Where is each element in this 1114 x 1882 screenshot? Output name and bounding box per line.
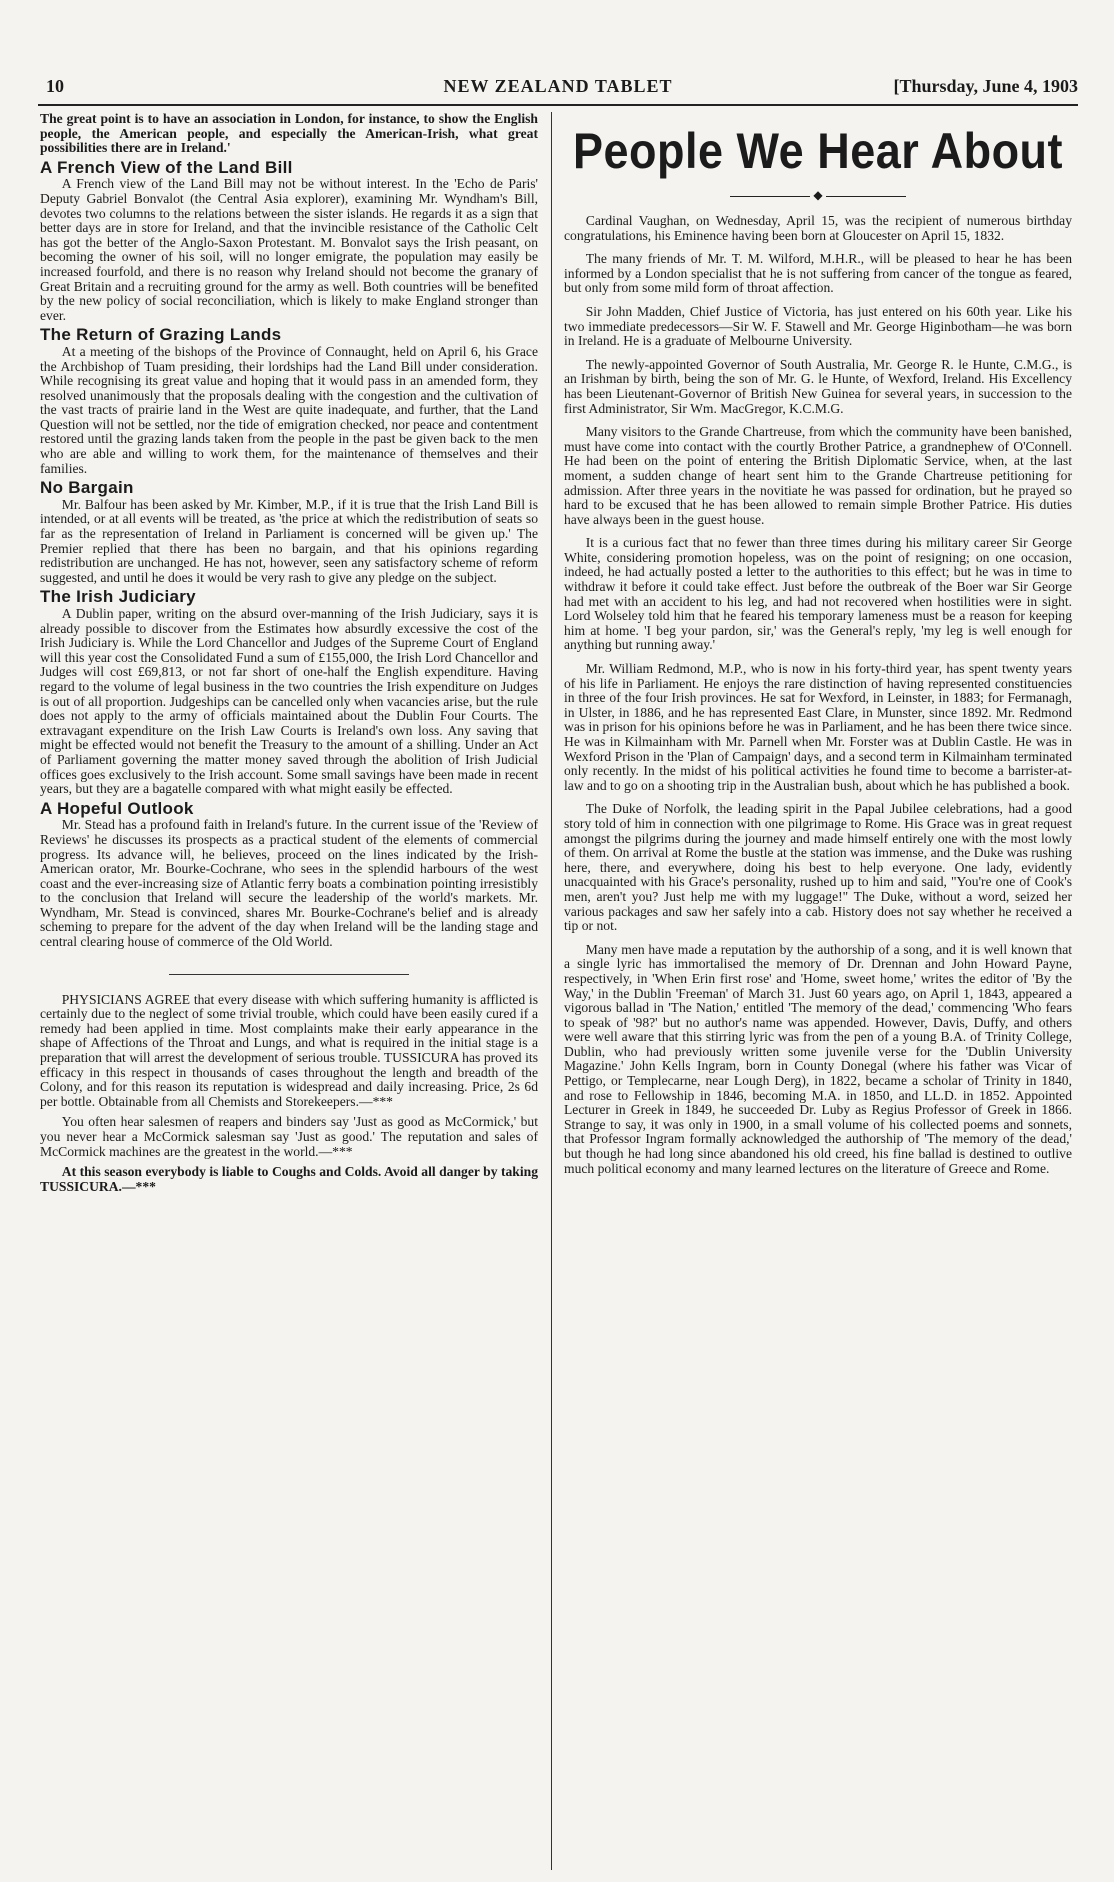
item-george-white: It is a curious fact that no fewer than three times during his military career Sir George White, considering promotion hopeless, was on the point of resigning; on one occasion, indeed, he had actually posted a letter to the authorities to this effect; but he was in time to withdraw it before it could take effect. Just before the outbreak of the Boer war Sir George had met with an accident to his leg, and had not recovered when hostilities were in sight. Lord Wolseley told him that he feared his temporary lameness must be a reason for keeping him at home. 'I beg your pardon, sir,' was the General's reply, 'my leg is well enough for anything but running away.' — [564, 535, 1072, 653]
article-paragraph: Mr. Stead has a profound faith in Ireland's future. In the current issue of the 'Review of Reviews' he discusses its prospects as a practical student of the elements of commercial progress. Its advance will, he believes, proceed on the lines indicated by the Irish-American orator, Mr. Bourke-Cochrane, who sees in the splendid harbours of the west coast and the ever-increasing size of Atlantic ferry boats a combination pointing irresistibly to the conclusion that Ireland will secure the leadership of the world's markets. Mr. Wyndham, Mr. Stead is convinced, shares Mr. Bourke-Cochrane's belief and is already scheming to prepare for the advent of the day when Ireland will be the landing stage and central clearing house of commerce of the Old World. — [40, 817, 538, 950]
article-no-bargain — [40, 478, 538, 585]
issue-date: [Thursday, June 4, 1903 — [893, 76, 1078, 96]
ad-coughs: At this season everybody is liable to Coughs and Colds. Avoid all danger by taking TUSSICURA.—*** — [40, 1164, 538, 1194]
title-ornament — [564, 190, 1072, 200]
article-heading: The Return of Grazing Lands — [40, 325, 282, 345]
item-madden: Sir John Madden, Chief Justice of Victoria, has just entered on his 60th year. Like his two immediate predecessors—Sir W. F. Stawell and Mr. George Higinbotham—he was born in Ireland. He is a graduate of Melbourne University. — [564, 303, 1072, 349]
right-column — [564, 112, 1072, 1872]
section-divider — [169, 974, 409, 975]
advertisements — [40, 993, 538, 1195]
article-french-view — [40, 157, 538, 324]
ornament-line-left — [730, 196, 810, 197]
article-grazing-lands — [40, 325, 538, 476]
article-paragraph: A French view of the Land Bill may not be without interest. In the 'Echo de Paris' Deputy Gabriel Bonvalot (the Central Asia explorer), examining Mr. Wyndham's Bill, devotes two columns to the relations between the sister islands. He regards it as a sign that better days are in store for Ireland, and that the invincible resistance of the Catholic Celt has got the better of the Anglo-Saxon Protestant. M. Bonvalot says the Irish peasant, on becoming the owner of his soil, will no longer emigrate, the population may easily be increased fourfold, and there is no reason why Ireland should not become the granary of Great Britain and a recruiting ground for the army as well. Both countries will be benefited by the new policy of social reconciliation, which is likely to make England stronger than ever. — [40, 176, 538, 323]
article-heading: The Irish Judiciary — [40, 587, 196, 607]
article-irish-judiciary — [40, 587, 538, 797]
publication-title: NEW ZEALAND TABLET — [443, 76, 673, 96]
intro-paragraph: The great point is to have an association in London, for instance, to show the English people, the American people, and especially the American-Irish, what great possibilities there are in Ireland.' — [40, 112, 538, 156]
item-wilford: The many friends of Mr. T. M. Wilford, M.H.R., will be pleased to hear he has been informed by a London specialist that he is not suffering from cancer of the tongue as feared, but only from some mild form of throat affection. — [564, 251, 1072, 296]
article-paragraph: A Dublin paper, writing on the absurd over-manning of the Irish Judiciary, says it is already possible to discover from the Estimates how absurdly excessive the cost of the Irish Judiciary is. While the Lord Chancellor and Judges of the Supreme Court of England will this year cost the Consolidated Fund a sum of £155,000, the Irish Lord Chancellor and Judges will cost £69,813, or not far short of one-half the English expenditure. Having regard to the volume of legal business in the two countries the Irish expenditure on Judges is out of all proportion. Judgeships can be cancelled only when vacancies arise, but the rule does not apply to the army of officials maintained about the Dublin Four Courts. The extravagant expenditure on the Irish Law Courts is Ireland's own loss. Any saving that might be effected would not benefit the Treasury to the amount of a shilling. Under an Act of Parliament governing the matter money saved through the abolition of Irish Judicial offices goes exclusively to the Irish account. Some small savings have been made in recent years, but they are a bagatelle compared with what might easily be effected. — [40, 606, 538, 797]
ad-mccormick: You often hear salesmen of reapers and binders say 'Just as good as McCormick,' but you never hear a McCormick salesman say 'Just as good.' The reputation and sales of McCormick machines are the greatest in the world.—*** — [40, 1114, 538, 1159]
ad-tussicura: PHYSICIANS AGREE that every disease with which suffering humanity is afflicted is certainly due to the neglect of some trivial trouble, which could have been easily cured if a remedy had been applied in time. Most complaints make their early appearance in the shape of Affections of the Throat and Lungs, and what is required in the initial stage is a preparation that will arrest the development of serious trouble. TUSSICURA has proved its efficacy in this respect in thousands of cases throughout the length and breadth of the Colony, and for this reason its reputation is widespread and daily increasing. Price, 2s 6d per bottle. Obtainable from all Chemists and Storekeepers.—*** — [40, 991, 538, 1109]
ornament-line-right — [826, 196, 906, 197]
article-hopeful-outlook — [40, 798, 538, 950]
column-divider — [551, 112, 552, 1870]
item-cardinal-vaughan: Cardinal Vaughan, on Wednesday, April 15, was the recipient of numerous birthday congratulations, his Eminence having been born at Gloucester on April 15, 1832. — [564, 213, 1072, 243]
article-paragraph: Mr. Balfour has been asked by Mr. Kimber, M.P., if it is true that the Irish Land Bill is intended, or at all events will be treated, as 'the price at which the redistribution of seats so far as the representation of Ireland in Parliament is concerned will be given up.' The Premier replied that there has been no bargain, and that his opinions regarding redistribution are unchanged. He has not, however, seen any satisfactory scheme of reform suggested, and until he does it would be very rash to give any pledge on the subject. — [40, 496, 538, 585]
item-ingram: Many men have made a reputation by the authorship of a song, and it is well known that a single lyric has immortalised the memory of Dr. Drennan and John Howard Payne, respectively, in 'When Erin first rose' and 'Home, sweet home,' writes the editor of 'By the Way,' in the Dublin 'Freeman' of March 31. Just 60 years ago, on April 1, 1843, appeared a vigorous ballad in 'The Nation,' entitled 'The memory of the dead,' commencing 'Who fears to speak of '98?' but no author's name was appended. However, Davis, Duffy, and others were well aware that this stirring lyric was from the pen of a young B.A. of Trinity College, Dublin, who had previously written some juvenile verse for the 'Dublin University Magazine.' John Kells Ingram, born in County Donegal (where his father was Vicar of Pettigo, or Templecarne, near Lough Derg), in 1822, became a scholar of Trinity in 1840, and rose to Fellowship in 1846, becoming M.A. in 1850, and LL.D. in 1852. Appointed Lecturer in Greek in 1849, he succeeded Dr. Luby as Regius Professor of Greek in 1866. Strange to say, it was only in 1900, in a small volume of his collected poems and sonnets, that Professor Ingram formally acknowledged the authorship of 'The memory of the dead,' but though he had long since abandoned his old creed, his fine ballad is destined to outlive much political economy and many learned lectures on the literature of Greece and Rome. — [564, 941, 1072, 1176]
item-brother-patrice: Many visitors to the Grande Chartreuse, from which the community have been banished, must have come into contact with the courtly Brother Patrice, a grandnephew of O'Connell. He had been on the point of entering the British Diplomatic Service, when, at the last moment, a sudden change of heart sent him to the Grande Chartreuse petitioning for admission. After three years in the novitiate he was passed for ordination, but he prayed so hard to be excused that he has been allowed to remain simple Brother Patrice. His duties have always been in the guest house. — [564, 424, 1072, 527]
left-column — [40, 112, 538, 1872]
article-heading: A Hopeful Outlook — [40, 798, 194, 818]
item-duke-norfolk: The Duke of Norfolk, the leading spirit in the Papal Jubilee celebrations, had a good story told of him in connection with one pilgrimage to Rome. His Grace was in great request amongst the pilgrims during the journey and made himself entirely one with the most lowly of them. On arrival at Rome the bustle at the station was immense, and the Duke was rushing here, there, and everywhere, doing his best to help everyone. One lady, evidently unacquainted with his Grace's personality, rushed up to him and said, "You're one of Cook's men, aren't you? Just help me with my luggage!" The Duke, without a word, seized her various packages and saw her safely into a cab. History does not say whether he received a tip or not. — [564, 801, 1072, 934]
item-redmond: Mr. William Redmond, M.P., who is now in his forty-third year, has spent twenty years of his life in Parliament. He enjoys the rare distinction of having represented constituencies in three of the four Irish provinces. He sat for Wexford, in Leinster, in 1883; for Fermanagh, in Ulster, in 1886, and he has represented East Clare, in Munster, since 1892. Mr. Redmond was in prison for his opinions before he was in Parliament, and he has been there twice since. He was in Kilmainham with Mr. Parnell when Mr. Forster was at Dublin Castle. He was in Wexford Prison in the 'Plan of Campaign' days, and a second term in Kilmainham terminated only recently. In the midst of his political activities he found time to become a barrister-at-law and to go on a shooting trip in the Australian bush, about which he has published a book. — [564, 661, 1072, 793]
section-title: People We Hear About — [572, 121, 1064, 179]
masthead — [38, 70, 1078, 104]
diamond-icon: ◆ — [813, 188, 823, 202]
item-le-hunte: The newly-appointed Governor of South Australia, Mr. George R. le Hunte, C.M.G., is an Irishman by birth, being the son of Mr. G. le Hunte, of Wexford, Ireland. His Excellency has been Lieutenant-Governor of British New Guinea for several years, in succession to the first Administrator, Sir Wm. MacGregor, K.C.M.G. — [564, 356, 1072, 416]
article-heading: No Bargain — [40, 478, 134, 498]
article-heading: A French View of the Land Bill — [40, 157, 293, 177]
article-paragraph: At a meeting of the bishops of the Province of Connaught, held on April 6, his Grace the Archbishop of Tuam presiding, their lordships had the Land Bill under consideration. While recognising its great value and hoping that it would pass in an amended form, they resolved unanimously that the proposals dealing with the congestion and the cultivation of the vast tracts of prairie land in the West are quite inadequate, and further, that the Land Question will not be settled, nor the tide of emigration checked, nor peace and contentment restored until the grazing lands taken from the people in the past be given back to the men who are able and willing to work them, for the maintenance of themselves and their families. — [40, 343, 538, 476]
header-rule — [38, 104, 1078, 106]
page-number: 10 — [46, 76, 64, 96]
